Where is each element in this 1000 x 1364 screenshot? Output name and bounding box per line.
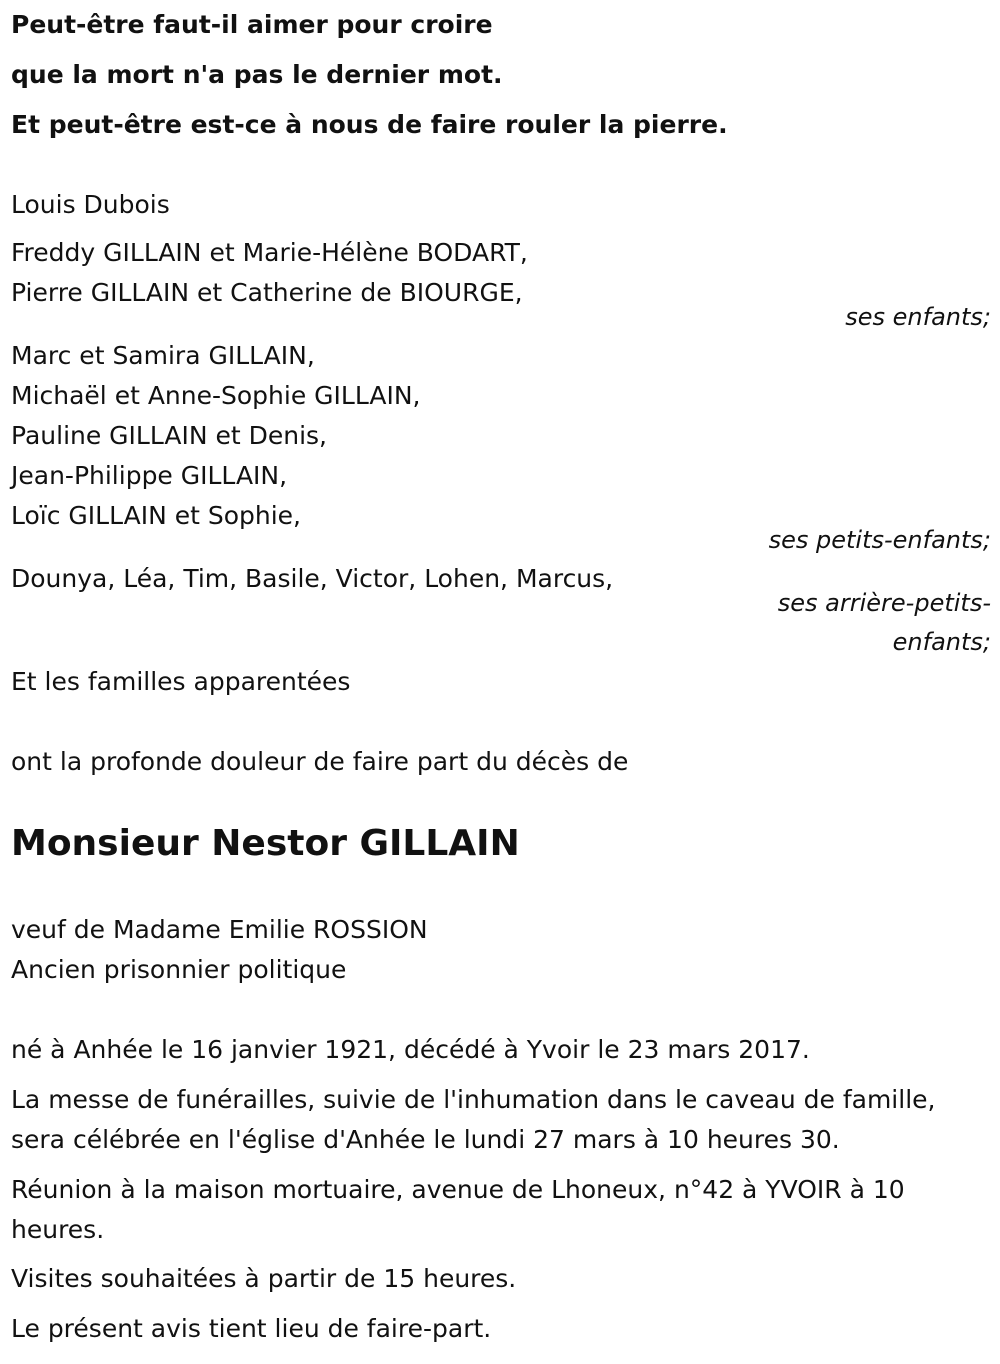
- title-info-line: Ancien prisonnier politique: [11, 955, 347, 984]
- epigraph-line-3: Et peut-être est-ce à nous de faire rouler la pierre.: [11, 110, 728, 139]
- meeting-line-2: heures.: [11, 1215, 105, 1244]
- epigraph-line-2: que la mort n'a pas le dernier mot.: [11, 60, 503, 89]
- birth-death-line: né à Anhée le 16 janvier 1921, décédé à Yvoir le 23 mars 2017.: [11, 1035, 810, 1064]
- great-grandchildren-label-1: ses arrière-petits-: [777, 589, 991, 617]
- visits-line: Visites souhaitées à partir de 15 heures.: [11, 1264, 517, 1293]
- families-line: Et les familles apparentées: [11, 667, 351, 696]
- grandchildren-label: ses petits-enfants;: [768, 526, 991, 554]
- grandchild-line-4: Jean-Philippe GILLAIN,: [11, 461, 288, 490]
- great-grandchildren-label-2: enfants;: [892, 628, 991, 656]
- grandchild-line-2: Michaël et Anne-Sophie GILLAIN,: [11, 381, 421, 410]
- grandchild-line-5: Loïc GILLAIN et Sophie,: [11, 501, 302, 530]
- funeral-line-2: sera célébrée en l'église d'Anhée le lundi 27 mars à 10 heures 30.: [11, 1125, 840, 1154]
- grandchild-line-1: Marc et Samira GILLAIN,: [11, 341, 315, 370]
- funeral-line-1: La messe de funérailles, suivie de l'inhumation dans le caveau de famille,: [11, 1085, 936, 1114]
- children-label: ses enfants;: [845, 303, 991, 331]
- deceased-name: Monsieur Nestor GILLAIN: [11, 823, 520, 864]
- widower-line: veuf de Madame Emilie ROSSION: [11, 915, 428, 944]
- grandchild-line-3: Pauline GILLAIN et Denis,: [11, 421, 328, 450]
- spouse-line: Louis Dubois: [11, 190, 170, 219]
- great-grandchildren-line: Dounya, Léa, Tim, Basile, Victor, Lohen, Marcus,: [11, 564, 614, 593]
- child-line-1: Freddy GILLAIN et Marie-Hélène BODART,: [11, 238, 528, 267]
- announcement-line: ont la profonde douleur de faire part du décès de: [11, 747, 629, 776]
- meeting-line-1: Réunion à la maison mortuaire, avenue de Lhoneux, n°42 à YVOIR à 10: [11, 1175, 905, 1204]
- notice-line: Le présent avis tient lieu de faire-part.: [11, 1314, 492, 1343]
- epigraph-line-1: Peut-être faut-il aimer pour croire: [11, 10, 493, 39]
- child-line-2: Pierre GILLAIN et Catherine de BIOURGE,: [11, 278, 523, 307]
